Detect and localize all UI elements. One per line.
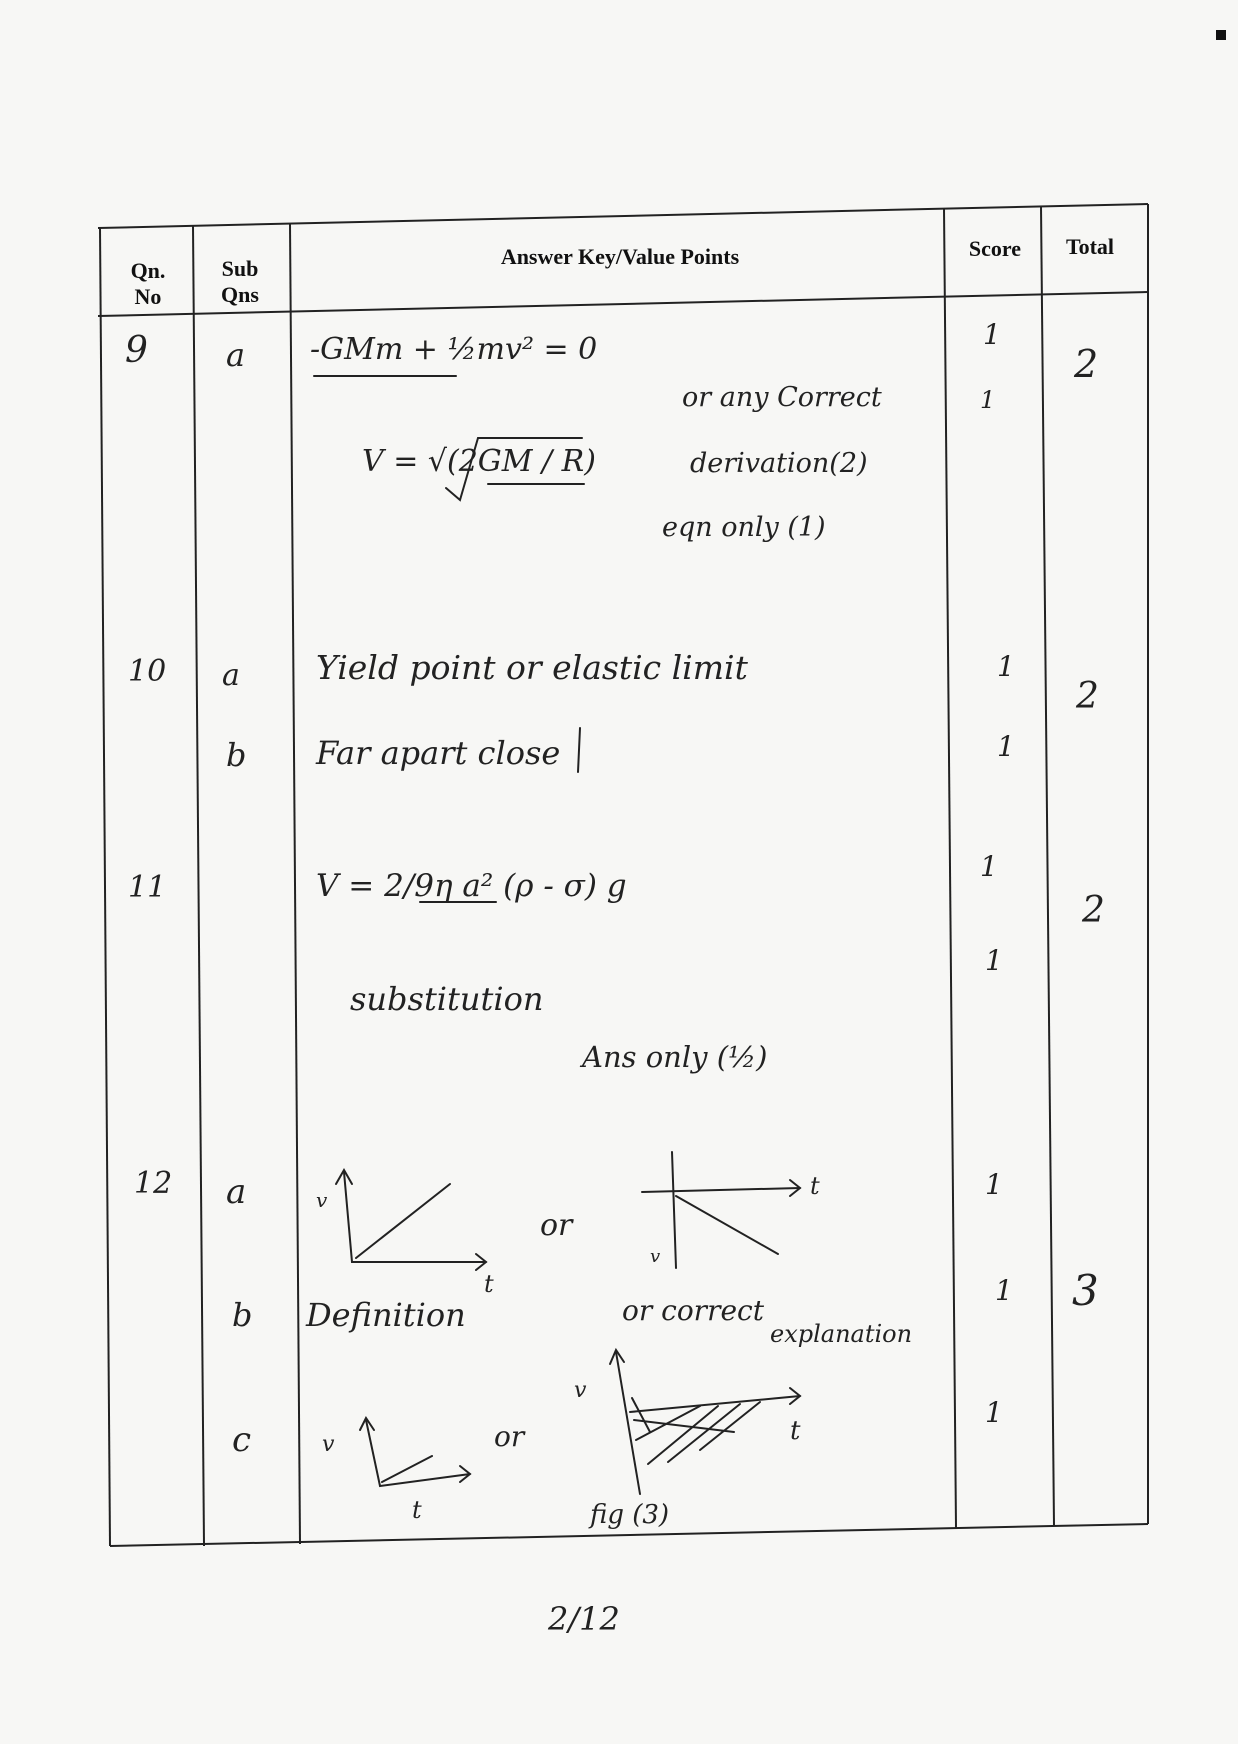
q12-score-b: 1 (995, 1274, 1013, 1307)
q12-or-2: or correct (622, 1294, 764, 1327)
q12-explanation: explanation (770, 1320, 913, 1348)
header-total: Total (1065, 234, 1115, 259)
page-number: 2/12 (548, 1600, 620, 1638)
header-sub-label: Sub (221, 256, 259, 281)
q12-score-c: 1 (985, 1396, 1003, 1429)
q10-total: 2 (1076, 676, 1099, 717)
q11-number: 11 (128, 870, 167, 905)
q12-or-1: or (540, 1208, 573, 1243)
graph-c1-t-label: t (412, 1496, 422, 1524)
q12-score-a: 1 (985, 1168, 1003, 1201)
q12-sub-c: c (232, 1420, 252, 1460)
graph-c1-v-t (360, 1418, 470, 1486)
q10-separator (578, 728, 580, 772)
q9-score-1: 1 (983, 318, 1001, 351)
q12-definition: Definition (306, 1296, 466, 1334)
q9-note-1: or any Correct (682, 382, 882, 413)
graph-a2-t-label: t (810, 1172, 820, 1200)
q11-total: 2 (1082, 890, 1105, 931)
graph-a1-v-label: v (316, 1188, 328, 1212)
q12-or-3: or (494, 1420, 525, 1453)
q10-answer-b: Far apart close (316, 734, 561, 772)
q11-note: Ans only (½) (582, 1040, 768, 1074)
q11-formula: V = 2/9η a² (ρ - σ) g (316, 868, 627, 904)
q9-sub-a: a (226, 336, 246, 374)
q10-score-b: 1 (997, 730, 1015, 763)
q11-score-1: 1 (980, 850, 998, 883)
q10-sub-a: a (222, 658, 240, 693)
q9-note-2: derivation(2) (690, 448, 868, 479)
q9-total: 2 (1074, 342, 1099, 386)
q9-score-2: 1 (980, 386, 996, 414)
q12-fig-label: fig (3) (590, 1500, 670, 1530)
header-qn-label: Qn. (130, 258, 166, 283)
q9-velocity: V = √(2GM / R) (362, 444, 596, 479)
graph-c1-v-label: v (322, 1432, 335, 1457)
q9-equation: -GMm + ½mv² = 0 (310, 332, 598, 367)
header-score: Score (968, 236, 1022, 261)
q11-score-2: 1 (985, 944, 1003, 977)
q12-number: 12 (134, 1166, 173, 1201)
q10-answer-a: Yield point or elastic limit (316, 648, 748, 687)
q10-sub-b: b (226, 736, 247, 774)
header-qns-label: Qns (221, 282, 259, 307)
q10-number: 10 (128, 654, 167, 689)
q9-number: 9 (125, 330, 148, 371)
header-no-label: No (134, 284, 162, 309)
graph-c2-hatched (610, 1350, 800, 1494)
header-answer-key: Answer Key/Value Points (500, 244, 740, 269)
graph-c2-v-label: v (574, 1378, 587, 1403)
q12-sub-b: b (232, 1296, 253, 1334)
q9-note-3: eqn only (1) (662, 512, 826, 543)
q10-score-a: 1 (997, 650, 1015, 683)
q12-total: 3 (1072, 1266, 1099, 1315)
graph-c2-t-label: t (790, 1416, 801, 1446)
q9-fraction-lines (314, 376, 584, 500)
q11-substitution: substitution (350, 980, 544, 1018)
graph-a2-v-label: v (650, 1246, 661, 1267)
q12-sub-a: a (226, 1172, 247, 1212)
graph-a2-v-t (642, 1152, 800, 1268)
graph-a1-v-t (336, 1170, 486, 1270)
graph-a1-t-label: t (484, 1270, 494, 1298)
